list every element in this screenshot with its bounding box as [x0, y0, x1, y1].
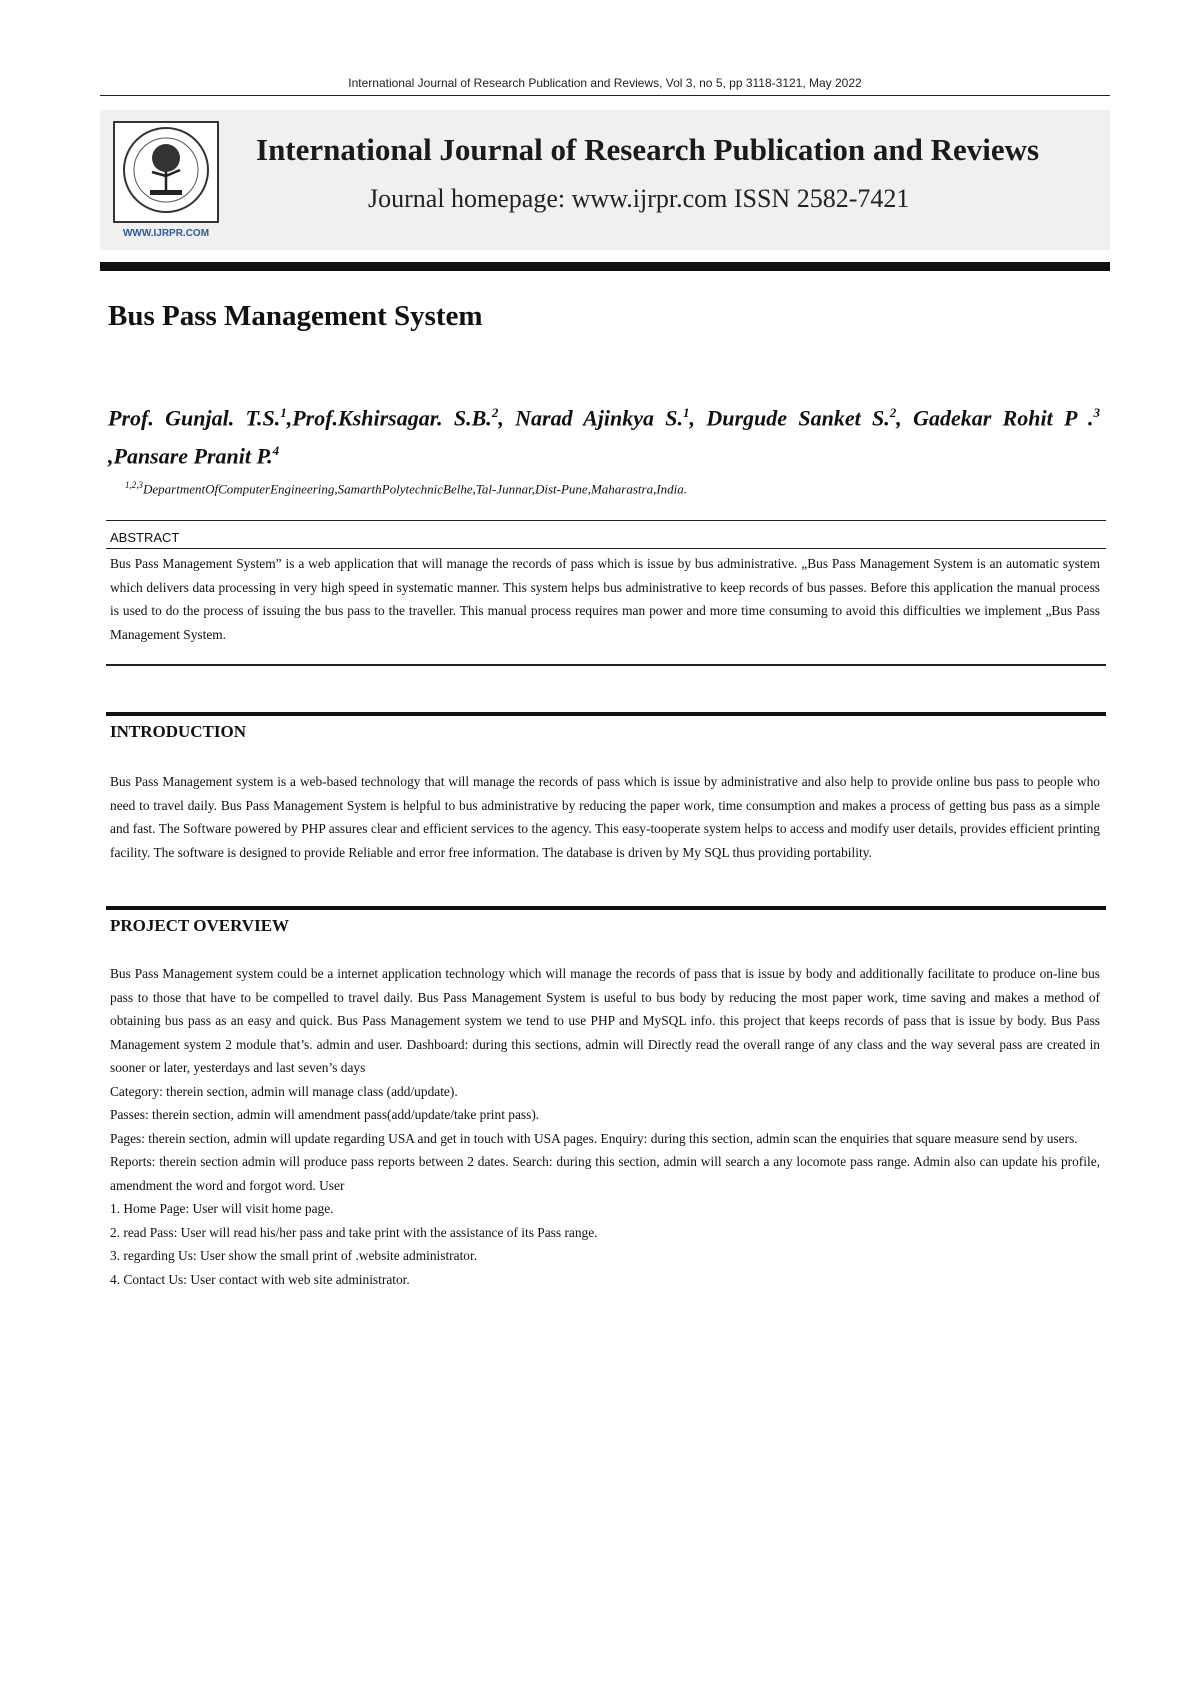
- list-item: 3. regarding Us: User show the small print of .website administrator.: [110, 1248, 478, 1263]
- list-item: 4. Contact Us: User contact with web site administrator.: [110, 1271, 410, 1287]
- list-item: Passes: therein section, admin will amendment pass(add/update/take print pass).: [110, 1107, 540, 1122]
- affiliation: $^{1,2,3}$DepartmentOfComputerEngineering,SamarthPolytechnicBelhe,Tal-Junnar,Dist-Pune,Maharastra,India.: [125, 480, 688, 497]
- svg-text:WWW.IJRPR.COM: WWW.IJRPR.COM: [122, 228, 210, 239]
- list-item: 2. read Pass: User will read his/her pass and take print with the assistance of its Pass range.: [110, 1224, 598, 1240]
- author: ,Prof.Kshirsagar. S.B.: [286, 405, 492, 431]
- masthead-rule: [100, 262, 1110, 271]
- author: , Gadekar Rohit P .: [896, 405, 1094, 431]
- masthead: [100, 110, 1110, 250]
- introduction-body: Bus Pass Management system is a web-based technology that will manage the records of pass which is issue by administrative and also help to provide online bus pass to people who need to travel daily. Bus Pass Management System is helpful to bus administrative by reducing the paper work, time consumption and makes a process of getting bus pass as a simple and fast. The Software powered by PHP assures clear and efficient services to the agency. This easy-tooperate system helps to access and modify user details, provides efficient printing facility. The software is designed to provide Reliable and error free information. The database is driven by My SQL thus providing portability.: [110, 774, 1100, 860]
- author-list: Prof. Gunjal. T.S.$^1$,Prof.Kshirsagar. S.B.$^2$, Narad Ajinkya S.$^1$, Durgude Sanket S.$^2$, Gadekar Rohit P .$^3$ ,Pansare Pranit P.$^4$: [108, 405, 1100, 469]
- author: Prof. Gunjal. T.S.: [108, 405, 281, 431]
- list-item: 1. Home Page: User will visit home page.: [110, 1201, 334, 1216]
- introduction-heading: INTRODUCTION: [110, 722, 247, 741]
- project-overview-body: [110, 962, 1100, 1291]
- author: ,Pansare Pranit P.: [108, 443, 273, 469]
- section-rule: [106, 712, 1106, 716]
- journal-title: International Journal of Research Publication and Reviews: [256, 132, 1040, 167]
- project-overview-heading: PROJECT OVERVIEW: [110, 916, 290, 935]
- list-item: Reports: therein section admin will produce pass reports between 2 dates. Search: during this section, admin will search a any locomote pass range. Admin also can update his profile, amendment the word and forgot word. User: [110, 1154, 1100, 1193]
- journal-logo: [112, 120, 220, 240]
- paragraph: Bus Pass Management system could be a internet application technology which will manage the records of pass that is issue by body and additionally facilitate to produce on-line bus pass to those that have to be compelled to travel daily. Bus Pass Management System is useful to bus body by reducing the most paper work, time saving and makes a method of obtaining bus pass as an easy and quick. Bus Pass Management system we tend to use PHP and MySQL info. this project that keeps records of pass that is issue by body. Bus Pass Management system 2 module that’s. admin and user. Dashboard: during this sections, admin will Directly read the overall range of any class and the way several pass are created in sooner or later, yesterdays and last seven’s days: [110, 966, 1100, 1075]
- abstract-top-rule: [106, 520, 1106, 521]
- header-divider: [100, 95, 1110, 96]
- author: , Narad Ajinkya S.: [498, 405, 684, 431]
- abstract-body: Bus Pass Management System” is a web application that will manage the records of pass which is issue by bus administrative. „Bus Pass Management System is an automatic system which delivers data processing in very high speed in systematic manner. This system helps bus administrative to keep records of bus passes. Before this application the manual process is used to do the process of issuing the bus pass to the traveller. This manual process requires man power and more time consuming to avoid this difficulties we implement „Bus Pass Management System.: [110, 556, 1100, 642]
- running-header: International Journal of Research Publication and Reviews, Vol 3, no 5, pp 3118-3121, May 2022: [348, 76, 862, 90]
- list-item: Pages: therein section, admin will update regarding USA and get in touch with USA pages. Enquiry: during this section, admin scan the enquiries that square measure send by users.: [110, 1130, 1078, 1146]
- section-rule: [106, 906, 1106, 910]
- abstract-heading-rule: [106, 548, 1106, 549]
- journal-homepage: Journal homepage: www.ijrpr.com ISSN 2582-7421: [368, 184, 910, 213]
- abstract-heading: ABSTRACT: [110, 530, 180, 545]
- paper-title: Bus Pass Management System: [108, 300, 483, 332]
- list-item: Category: therein section, admin will manage class (add/update).: [110, 1083, 458, 1099]
- author: , Durgude Sanket S.: [689, 405, 890, 431]
- abstract-bottom-rule: [106, 664, 1106, 666]
